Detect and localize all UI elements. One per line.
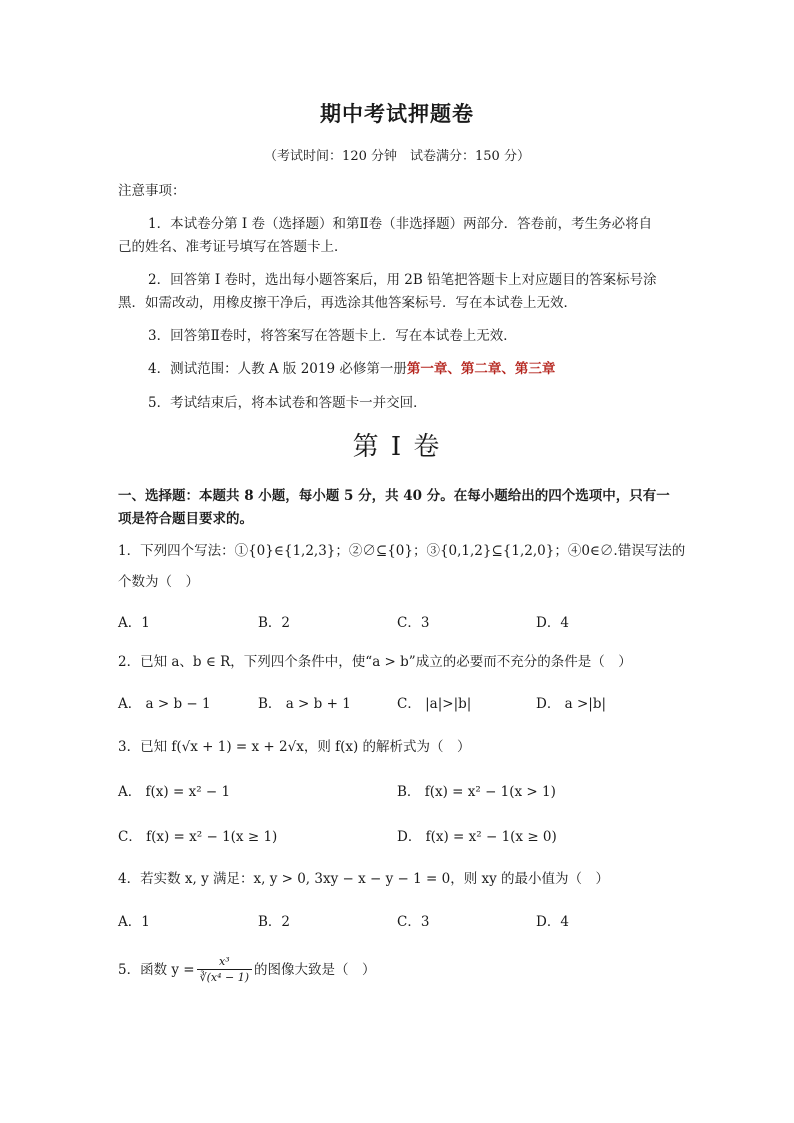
page-title: 期中考试押题卷 (320, 101, 474, 126)
question-5-prefix: 5．函数 y = (118, 962, 195, 978)
note-4-scope-highlight: 第一章、第二章、第三章 (406, 361, 556, 377)
question-1-line-2: 个数为（ ） (118, 574, 199, 590)
question-1-option-d: D．4 (536, 615, 569, 631)
question-1-option-a: A．1 (118, 615, 150, 631)
note-2-line-2: 黑．如需改动，用橡皮擦干净后，再选涂其他答案标号．写在本试卷上无效． (118, 295, 577, 311)
question-5-fraction (197, 955, 252, 985)
question-3-line-1: 3．已知 f(√x + 1) = x + 2√x，则 f(x) 的解析式为（ ） (118, 739, 471, 755)
question-2-option-b: B． a > b + 1 (258, 696, 351, 712)
question-3-option-b: B． f(x) = x² − 1(x > 1) (397, 784, 556, 800)
note-2-line-1: 2．回答第 I 卷时，选出每小题答案后，用 2B 铅笔把答题卡上对应题目的答案标号涂 (148, 272, 657, 288)
question-4-option-b: B．2 (258, 914, 291, 930)
question-2-option-c: C． |a|>|b| (397, 696, 472, 712)
question-3-option-a: A． f(x) = x² − 1 (118, 784, 231, 800)
question-4-option-a: A．1 (118, 914, 150, 930)
note-5: 5．考试结束后，将本试卷和答题卡一并交回． (148, 395, 427, 411)
question-4-option-d: D．4 (536, 914, 569, 930)
question-1-line-1: 1．下列四个写法：①{0}∈{1,2,3}；②∅⊆{0}；③{0,1,2}⊆{1,2,0}；④0∈∅.错误写法的 (118, 543, 686, 559)
question-4-line-1: 4．若实数 x, y 满足：x, y > 0, 3xy − x − y − 1 = 0，则 xy 的最小值为（ ） (118, 871, 610, 887)
question-3-option-c: C． f(x) = x² − 1(x ≥ 1) (118, 829, 278, 845)
question-1-option-b: B．2 (258, 615, 291, 631)
note-4-prefix: 4．测试范围：人教 A 版 2019 必修第一册 (148, 361, 407, 377)
note-3: 3．回答第Ⅱ卷时，将答案写在答题卡上．写在本试卷上无效． (148, 328, 517, 344)
question-5-denominator: ∛(x⁴ − 1) (199, 971, 250, 984)
volume-title: 第 I 卷 (352, 432, 442, 462)
section-1-line-1: 一、选择题：本题共 8 小题，每小题 5 分，共 40 分。在每小题给出的四个选项中，只有一 (118, 488, 670, 504)
question-5-numerator: x³ (197, 955, 252, 970)
question-3-option-d: D． f(x) = x² − 1(x ≥ 0) (397, 829, 557, 845)
question-5-suffix: 的图像大致是（ ） (254, 962, 376, 978)
notes-heading: 注意事项： (118, 183, 186, 199)
question-2-option-d: D． a >|b| (536, 696, 607, 712)
question-5-line-1 (118, 955, 376, 985)
note-1-line-1: 1．本试卷分第 I 卷（选择题）和第Ⅱ卷（非选择题）两部分．答卷前，考生务必将自 (148, 216, 653, 232)
note-1-line-2: 己的姓名、准考证号填写在答题卡上． (118, 239, 348, 255)
question-4-option-c: C．3 (397, 914, 430, 930)
question-1-option-c: C．3 (397, 615, 430, 631)
exam-info-subtitle: （考试时间：120 分钟 试卷满分：150 分） (264, 149, 530, 164)
question-2-option-a: A． a > b − 1 (118, 696, 211, 712)
note-4 (148, 359, 555, 379)
question-2-line-1: 2．已知 a、b ∈ R，下列四个条件中，使“a > b”成立的必要而不充分的条件是（ ） (118, 654, 632, 670)
section-1-line-2: 项是符合题目要求的。 (118, 511, 253, 527)
